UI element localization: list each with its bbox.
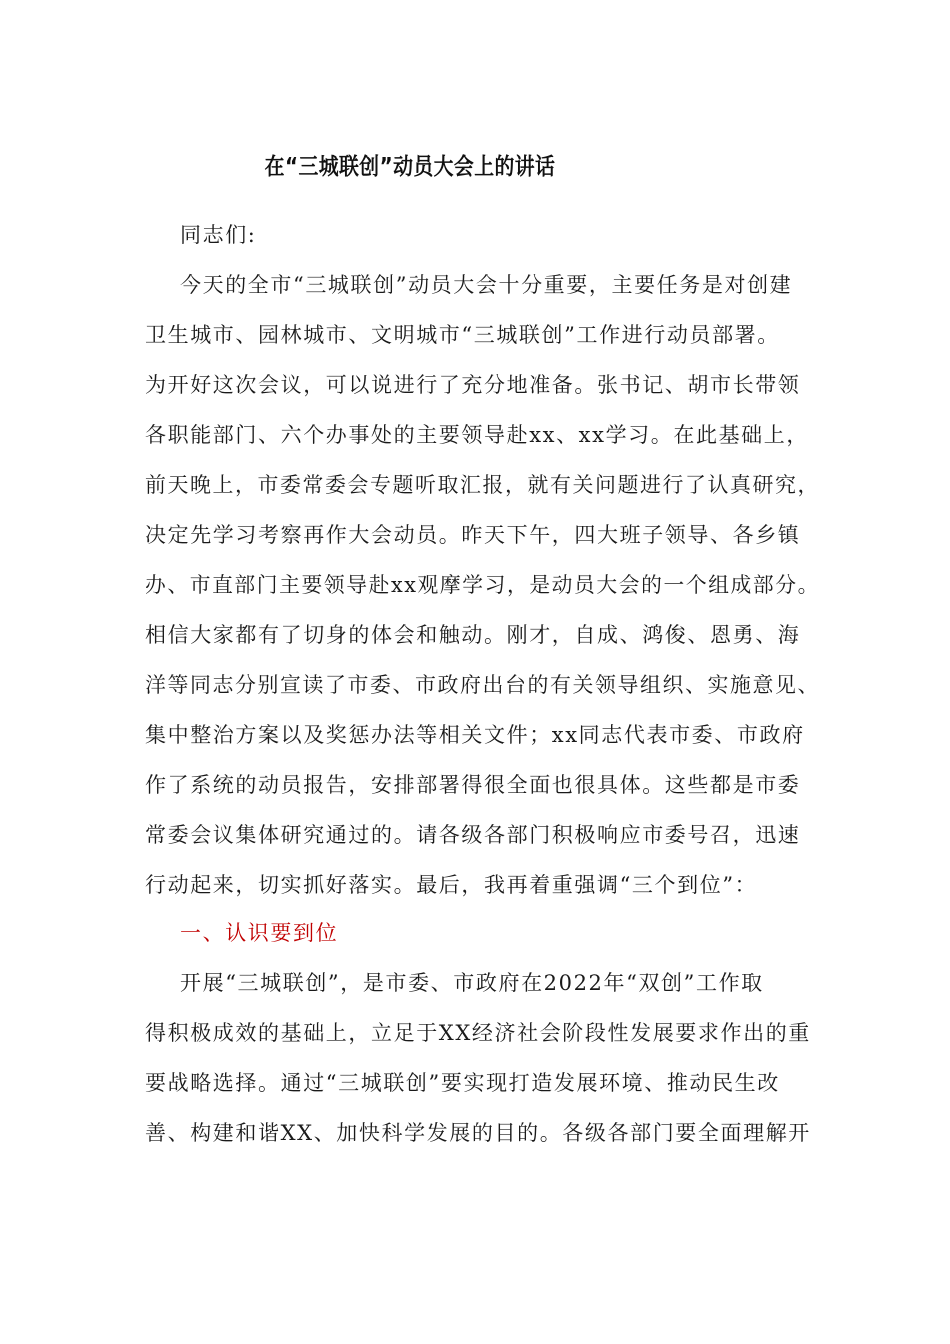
- salutation: 同志们:: [180, 223, 257, 247]
- paragraph-line: 相信大家都有了切身的体会和触动。刚才，自成、鸿俊、恩勇、海: [145, 623, 801, 647]
- document-title: 在“三城联创”动员大会上的讲话: [264, 154, 556, 180]
- paragraph-line: 前天晚上，市委常委会专题听取汇报，就有关问题进行了认真研究，: [145, 473, 821, 497]
- paragraph-line: 集中整治方案以及奖惩办法等相关文件；xx同志代表市委、市政府: [145, 723, 805, 747]
- paragraph-line: 为开好这次会议，可以说进行了充分地准备。张书记、胡市长带领: [145, 373, 801, 397]
- paragraph-line: 常委会议集体研究通过的。请各级各部门积极响应市委号召，迅速: [145, 823, 801, 847]
- paragraph-line: 得积极成效的基础上，立足于XX经济社会阶段性发展要求作出的重: [145, 1021, 811, 1045]
- paragraph-line: 洋等同志分别宣读了市委、市政府出台的有关领导组织、实施意见、: [145, 673, 821, 697]
- section-heading: 一、认识要到位: [180, 921, 339, 945]
- paragraph-line: 决定先学习考察再作大会动员。昨天下午，四大班子领导、各乡镇: [145, 523, 801, 547]
- paragraph-line: 各职能部门、六个办事处的主要领导赴xx、xx学习。在此基础上，: [145, 423, 809, 447]
- paragraph-line: 办、市直部门主要领导赴xx观摩学习，是动员大会的一个组成部分。: [145, 573, 820, 597]
- paragraph-line: 行动起来，切实抓好落实。最后，我再着重强调“三个到位”：: [145, 873, 758, 897]
- paragraph-line: 今天的全市“三城联创”动员大会十分重要，主要任务是对创建: [180, 273, 793, 297]
- paragraph-line: 开展“三城联创”，是市委、市政府在2022年“双创”工作取: [180, 971, 764, 995]
- paragraph-line: 卫生城市、园林城市、文明城市“三城联创”工作进行动员部署。: [145, 323, 780, 347]
- paragraph-line: 作了系统的动员报告，安排部署得很全面也很具体。这些都是市委: [145, 773, 801, 797]
- paragraph-line: 善、构建和谐XX、加快科学发展的目的。各级各部门要全面理解开: [145, 1121, 811, 1145]
- paragraph-line: 要战略选择。通过“三城联创”要实现打造发展环境、推动民生改: [145, 1071, 780, 1095]
